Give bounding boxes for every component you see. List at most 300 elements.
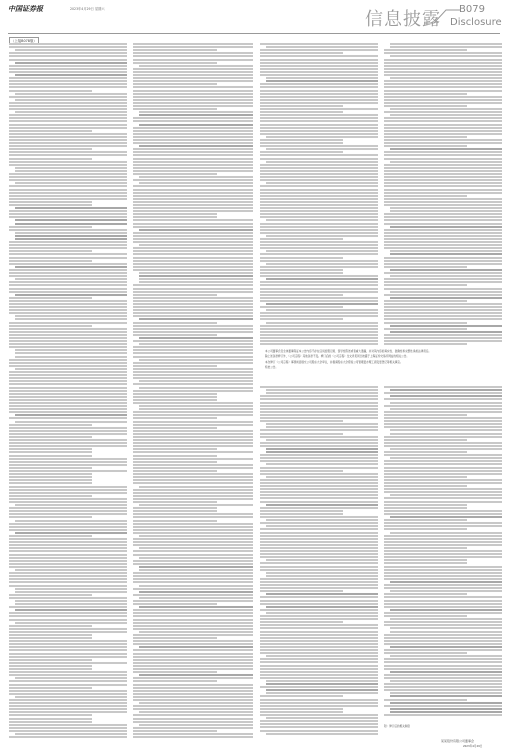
text-line [384, 398, 502, 400]
text-line [15, 232, 127, 234]
text-line [384, 195, 467, 197]
text-line [133, 349, 253, 351]
text-line [266, 692, 378, 694]
text-line [390, 114, 502, 116]
text-line [260, 535, 378, 537]
text-line [9, 687, 92, 689]
text-line [260, 600, 378, 602]
text-line [9, 275, 127, 277]
text-line [266, 439, 378, 441]
text-line [260, 281, 378, 283]
text-line [384, 547, 467, 549]
text-line [9, 659, 92, 661]
text-line [133, 550, 253, 552]
text-line [384, 522, 502, 524]
text-line [9, 736, 127, 738]
text-line [9, 151, 127, 153]
text-line [384, 652, 467, 654]
section-title-en: Disclosure [450, 17, 502, 28]
text-line [133, 619, 253, 621]
text-line [384, 198, 502, 200]
text-line [9, 572, 127, 574]
text-line [260, 253, 378, 255]
text-line [384, 117, 502, 119]
text-line [9, 325, 92, 327]
text-line [266, 606, 378, 608]
text-line [384, 665, 502, 667]
text-line [9, 721, 92, 723]
text-line [9, 684, 127, 686]
text-line [260, 90, 378, 92]
text-line [133, 718, 253, 720]
text-line [9, 649, 127, 651]
text-line [15, 111, 127, 113]
text-line [384, 266, 467, 268]
text-line [9, 510, 127, 512]
text-line [133, 346, 253, 348]
text-line [384, 600, 502, 602]
text-line [260, 229, 378, 231]
text-line [139, 646, 253, 648]
text-line [390, 671, 502, 673]
text-line [260, 649, 378, 651]
text-line [390, 210, 502, 212]
text-line [384, 257, 502, 259]
masthead [0, 0, 506, 43]
text-line [133, 634, 253, 636]
text-line [9, 708, 127, 710]
text-line [9, 671, 127, 673]
text-line [260, 470, 343, 472]
text-line [9, 560, 127, 562]
text-line [9, 390, 127, 392]
text-line [260, 488, 378, 490]
text-line [9, 260, 92, 262]
text-line [260, 538, 378, 540]
text-line [15, 622, 127, 624]
text-line [133, 637, 217, 639]
text-line [390, 389, 502, 391]
text-line [9, 371, 127, 373]
text-line [9, 461, 127, 463]
text-line [9, 284, 127, 286]
text-line [260, 429, 378, 431]
text-line [15, 600, 127, 602]
text-line [133, 356, 253, 358]
text-line [133, 523, 253, 525]
text-line [260, 652, 378, 654]
text-line [260, 677, 378, 679]
text-line [260, 167, 378, 169]
text-line [133, 362, 253, 364]
text-line [260, 618, 378, 620]
text-line [9, 575, 127, 577]
text-line [133, 195, 253, 197]
text-line [266, 219, 378, 221]
text-line [384, 606, 502, 608]
text-line [260, 621, 343, 623]
text-line [133, 309, 253, 311]
text-line [133, 708, 253, 710]
text-line [260, 581, 378, 583]
text-line [266, 463, 378, 465]
text-line [133, 609, 253, 611]
text-line [133, 315, 253, 317]
text-line [139, 359, 253, 361]
text-line [260, 609, 378, 611]
text-line [384, 550, 502, 552]
text-line [133, 665, 253, 667]
text-line [133, 93, 253, 95]
text-line [260, 661, 378, 663]
text-line [384, 541, 502, 543]
text-line [9, 185, 127, 187]
text-line [139, 182, 253, 184]
text-line [133, 383, 253, 385]
text-line [133, 458, 253, 460]
text-line [266, 575, 378, 577]
text-line [9, 662, 127, 664]
text-line [384, 596, 502, 598]
notice-paragraph: 本次修订《公司章程》事项尚需提交公司股东大会审议，并提请股东大会授权公司管理层办理工商变更登记等相关事宜。 [265, 360, 403, 364]
text-line [9, 297, 92, 299]
text-line [15, 609, 127, 611]
text-line [384, 460, 502, 462]
text-line [390, 429, 502, 431]
text-line [133, 377, 253, 379]
text-line [133, 529, 253, 531]
text-line [260, 315, 378, 317]
text-line [384, 318, 502, 320]
text-line [390, 108, 502, 110]
text-line [9, 455, 92, 457]
text-line [9, 451, 92, 453]
text-line [390, 253, 502, 255]
text-line [9, 479, 92, 481]
text-line [266, 525, 378, 527]
text-line [260, 695, 343, 697]
text-line [9, 164, 127, 166]
text-line [9, 374, 127, 376]
text-line [133, 399, 217, 401]
text-line [15, 207, 127, 209]
text-line [384, 288, 502, 290]
text-column-2 [133, 42, 253, 742]
text-line [266, 689, 378, 691]
text-line [260, 124, 378, 126]
text-line [133, 161, 253, 163]
text-line [9, 476, 92, 478]
text-line [384, 392, 502, 394]
text-line [9, 80, 127, 82]
newspaper-name: 中国证券报 [8, 4, 43, 13]
text-line [133, 538, 253, 540]
text-line [384, 170, 502, 172]
text-line [260, 83, 378, 85]
text-line [260, 522, 378, 524]
text-line [260, 714, 378, 716]
text-line [260, 241, 378, 243]
text-line [390, 291, 502, 293]
text-line [139, 591, 253, 593]
text-line [9, 402, 127, 404]
text-line [139, 176, 253, 178]
text-line [384, 213, 502, 215]
issue-date: 2023年4月29日 [70, 7, 94, 11]
text-line [133, 52, 253, 54]
text-line [384, 86, 502, 88]
text-line [133, 396, 217, 398]
text-line [384, 584, 502, 586]
text-line [133, 541, 253, 543]
text-line [133, 167, 253, 169]
text-line [260, 204, 378, 206]
text-line [390, 297, 502, 299]
text-line [9, 253, 127, 255]
text-line [266, 680, 378, 682]
text-line [133, 594, 253, 596]
text-line [139, 631, 253, 633]
text-line [384, 263, 502, 265]
text-line [9, 628, 127, 630]
text-line [15, 167, 127, 169]
text-line [139, 606, 253, 608]
text-line [384, 417, 502, 419]
text-line [384, 510, 502, 512]
text-line [133, 164, 253, 166]
text-line [133, 99, 253, 101]
text-line [384, 405, 502, 407]
text-line [384, 634, 502, 636]
text-line [384, 102, 502, 104]
text-line [390, 581, 502, 583]
text-line [9, 65, 127, 67]
text-line [133, 325, 253, 327]
text-line [384, 244, 502, 246]
text-line [390, 448, 502, 450]
text-line [260, 516, 378, 518]
text-line [9, 597, 127, 599]
text-line [9, 139, 127, 141]
text-line [260, 402, 378, 404]
text-line [9, 148, 92, 150]
text-line [266, 392, 378, 394]
text-line [9, 90, 92, 92]
text-line [384, 93, 467, 95]
text-line [384, 649, 502, 651]
text-line [133, 455, 217, 457]
text-line [9, 365, 127, 367]
text-line [15, 278, 127, 280]
text-line [260, 637, 378, 639]
text-line [15, 591, 127, 593]
text-line [133, 640, 253, 642]
text-line [9, 417, 127, 419]
text-line [9, 550, 127, 552]
text-line [139, 275, 253, 277]
text-line [9, 606, 127, 608]
text-line [390, 618, 502, 620]
text-line [384, 414, 467, 416]
text-line [133, 266, 253, 268]
text-line [260, 674, 378, 676]
text-line [133, 411, 253, 413]
text-line [133, 300, 253, 302]
text-line [260, 473, 378, 475]
text-line [133, 173, 217, 175]
text-line [9, 702, 127, 704]
text-line [260, 634, 378, 636]
text-line [133, 554, 253, 556]
text-line [133, 705, 253, 707]
text-line [9, 288, 127, 290]
text-line [260, 272, 343, 274]
text-line [260, 71, 378, 73]
text-line [384, 683, 502, 685]
text-line [266, 263, 378, 265]
text-line [9, 424, 92, 426]
text-line [133, 269, 253, 271]
text-line [266, 451, 378, 453]
text-line [260, 170, 378, 172]
text-line [260, 596, 378, 598]
text-line [9, 179, 127, 181]
text-line [260, 68, 378, 70]
text-line [384, 309, 502, 311]
text-line [133, 331, 253, 333]
text-line [260, 294, 343, 296]
text-line [384, 151, 502, 153]
text-line [384, 488, 502, 490]
text-line [9, 489, 127, 491]
text-line [139, 65, 253, 67]
text-line [133, 699, 253, 701]
text-line [133, 232, 253, 234]
text-line [390, 692, 502, 694]
text-line [384, 337, 502, 339]
text-line [133, 105, 253, 107]
text-line [390, 77, 502, 79]
text-line [390, 646, 502, 648]
text-line [390, 207, 502, 209]
text-line [384, 454, 502, 456]
text-line [133, 451, 253, 453]
text-line [9, 625, 92, 627]
text-line [384, 572, 502, 574]
text-line [260, 257, 343, 259]
text-line [384, 80, 502, 82]
text-line [139, 585, 253, 587]
text-line [384, 136, 467, 138]
text-line [260, 646, 378, 648]
text-line [390, 655, 502, 657]
text-line [9, 690, 127, 692]
text-line [390, 325, 502, 327]
text-line [133, 148, 253, 150]
text-line [133, 263, 253, 265]
text-line [15, 315, 127, 317]
text-line [9, 359, 127, 361]
text-line [390, 275, 502, 277]
text-line [9, 312, 127, 314]
text-line [384, 445, 502, 447]
text-line [9, 585, 127, 587]
text-line [260, 507, 378, 509]
text-line [133, 71, 253, 73]
text-line [139, 272, 253, 274]
text-line [260, 111, 343, 113]
text-line [260, 587, 378, 589]
text-line [260, 467, 378, 469]
text-line [133, 677, 253, 679]
text-line [133, 192, 253, 194]
text-line [9, 263, 127, 265]
text-line [260, 603, 378, 605]
text-line [260, 185, 378, 187]
text-line [133, 427, 217, 429]
text-line [9, 59, 127, 61]
text-line [266, 303, 378, 305]
text-line [384, 340, 502, 342]
text-line [133, 158, 253, 160]
text-line [9, 612, 127, 614]
text-line [260, 556, 378, 558]
text-line [133, 430, 253, 432]
text-line [15, 235, 127, 237]
text-line [260, 142, 343, 144]
text-line [139, 111, 253, 113]
text-line [9, 124, 127, 126]
text-line [260, 482, 378, 484]
text-line [260, 192, 378, 194]
text-line [9, 526, 127, 528]
text-line [139, 557, 253, 559]
text-line [133, 117, 253, 119]
text-line [384, 216, 502, 218]
text-line [384, 519, 467, 521]
text-line [15, 603, 127, 605]
text-line [9, 133, 127, 135]
text-line [133, 189, 253, 191]
text-line [260, 238, 343, 240]
text-line [260, 479, 378, 481]
text-line [390, 627, 502, 629]
text-line [9, 257, 127, 259]
text-line [15, 504, 127, 506]
text-line [9, 52, 127, 54]
text-line [133, 185, 253, 187]
text-line [139, 724, 253, 726]
text-line [133, 659, 253, 661]
text-line [384, 306, 502, 308]
text-line [133, 340, 253, 342]
text-line [384, 562, 467, 564]
text-line [384, 343, 467, 345]
text-line [133, 684, 253, 686]
text-line [384, 482, 502, 484]
text-line [266, 278, 378, 280]
text-line [9, 309, 127, 311]
text-line [260, 569, 378, 571]
text-line [9, 247, 127, 249]
text-line [139, 702, 253, 704]
text-line [260, 145, 378, 147]
text-line [260, 723, 378, 725]
text-line [133, 62, 217, 64]
text-line [260, 139, 343, 141]
text-line [384, 65, 502, 67]
text-line [260, 93, 378, 95]
